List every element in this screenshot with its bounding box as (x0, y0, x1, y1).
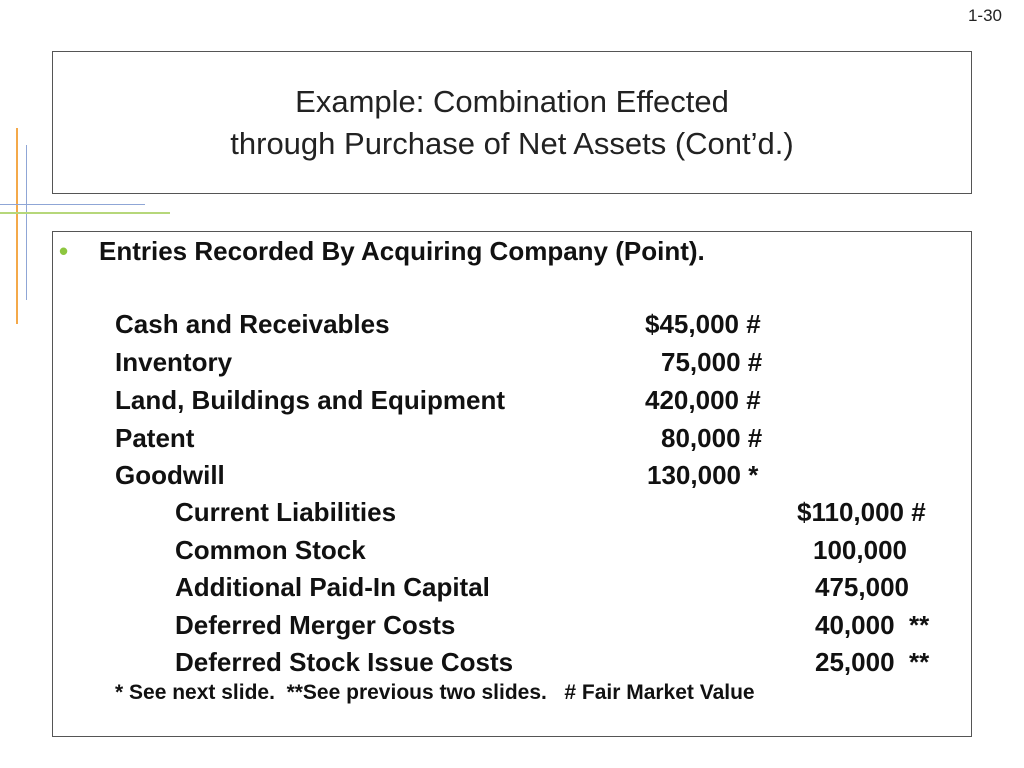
content-box (52, 231, 972, 737)
debit-account: Cash and Receivables (115, 309, 390, 339)
credit-amount: 40,000 ** (815, 610, 930, 640)
debit-account: Inventory (115, 347, 233, 377)
slide-number: 1-30 (967, 6, 1002, 25)
slide-title-line-1: Example: Combination Effected (295, 83, 729, 119)
credit-amount: $110,000 # (797, 497, 926, 527)
decorative-line-horizontal-blue (0, 204, 145, 205)
credit-account: Common Stock (175, 535, 366, 565)
credit-amount: 100,000 (813, 535, 907, 565)
credit-account: Deferred Stock Issue Costs (175, 647, 514, 677)
title-box (52, 51, 972, 194)
credit-account: Additional Paid-In Capital (175, 572, 490, 602)
debit-account: Land, Buildings and Equipment (115, 385, 505, 415)
decorative-line-vertical-blue (26, 145, 27, 300)
decorative-line-vertical-orange (16, 128, 18, 324)
debit-account: Goodwill (115, 460, 225, 490)
bullet-item (59, 234, 705, 268)
footnote: * See next slide. **See previous two slides. # Fair Market Value (115, 681, 755, 704)
bullet-dot-icon: • (59, 236, 69, 266)
decorative-line-horizontal-green (0, 212, 170, 214)
debit-account: Patent (115, 423, 195, 453)
credit-account: Deferred Merger Costs (175, 610, 456, 640)
debit-amount: 80,000 # (661, 423, 763, 453)
bullet-text: Entries Recorded By Acquiring Company (Point). (99, 236, 705, 266)
credit-amount: 25,000 ** (815, 647, 930, 677)
debit-amount: 130,000 * (647, 460, 759, 490)
credit-amount: 475,000 (815, 572, 909, 602)
debit-amount: $45,000 # (645, 309, 761, 339)
debit-amount: 420,000 # (645, 385, 761, 415)
debit-amount: 75,000 # (661, 347, 763, 377)
credit-account: Current Liabilities (175, 497, 397, 527)
slide-title-line-2: through Purchase of Net Assets (Cont’d.) (230, 125, 794, 161)
